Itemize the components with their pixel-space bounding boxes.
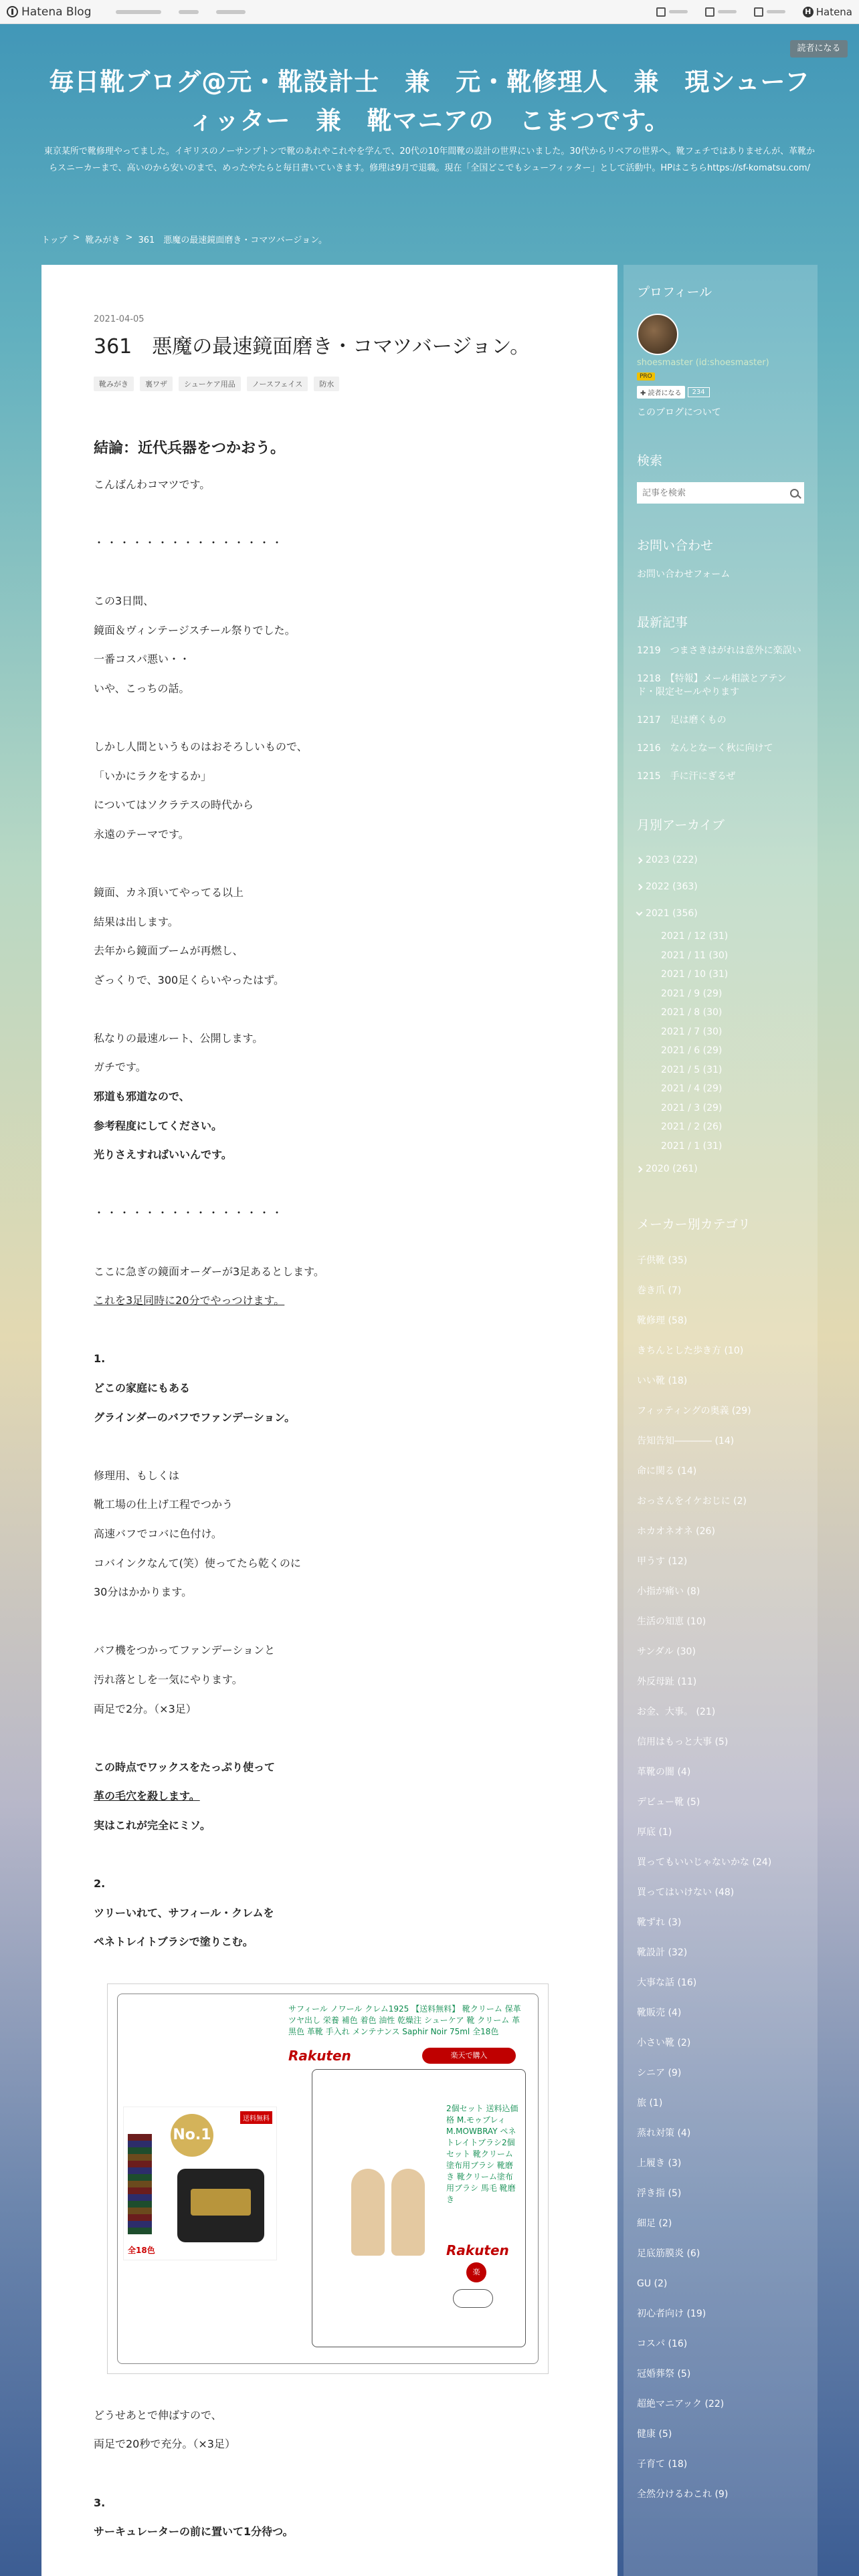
category-link[interactable]: 巻き爪 (7) [637,1285,682,1296]
brush-image [351,2169,385,2256]
archive-month-link[interactable]: 2021 / 7 (30) [661,1026,723,1037]
page-icon [705,7,714,17]
category-link[interactable]: 小さい靴 (2) [637,2038,691,2048]
global-menu [116,10,246,14]
category-link[interactable]: デビュー靴 (5) [637,1797,700,1808]
recent-post-link[interactable]: 1218 【特報】メール相談とアテンド・限定セールやります [637,673,787,697]
category-link[interactable]: 外反母趾 (11) [637,1677,697,1687]
archive-month-link[interactable]: 2021 / 3 (29) [661,1102,723,1113]
contact-form-link[interactable]: お問い合わせフォーム [637,569,731,580]
search-box [637,482,804,504]
subscribe-button[interactable]: 読者になる [790,40,848,58]
paragraph: 両足で20秒で充分。（×3足） [94,2438,235,2451]
buy-on-rakuten-button[interactable]: 楽天で購入 [422,2048,516,2064]
color-count: 全18色 [128,2245,155,2255]
category-link[interactable]: サンダル (30) [637,1646,696,1657]
section-heading: 結論：近代兵器をつかおう。 [94,440,286,457]
category-link[interactable]: 超絶マニアック (22) [637,2399,725,2409]
global-header [0,0,859,24]
category-link[interactable]: 靴修理 (58) [637,1315,688,1326]
ranking-medal: No.1 [171,2114,213,2157]
category-link[interactable]: 浮き指 (5) [637,2188,682,2199]
paragraph: についてはソクラテスの時代から [94,798,254,812]
entry-body-continued [94,2401,564,2547]
paragraph [94,557,564,586]
paragraph: どこの家庭にもある [94,1382,191,1394]
paragraph [94,1432,564,1461]
paragraph: ペネトレイトブラシで塗りこむ。 [94,1935,254,1949]
category-link[interactable]: 革靴の闇 (4) [637,1767,691,1778]
paragraph: 両足で2分。（×3足） [94,1702,197,1715]
sidebar [624,265,818,2576]
entry-tag[interactable]: 防水 [314,377,339,391]
category-link[interactable]: 命に関る (14) [637,1466,697,1477]
rakuten-logo: Rakuten [288,2047,351,2064]
category-link[interactable]: きちんとした歩き方 (10) [637,1346,744,1356]
paragraph: 私なりの最速ルート、公開します。 [94,1031,264,1045]
archive-year[interactable] [637,1156,804,1182]
paragraph: ここに急ぎの鏡面オーダーが3足あるとします。 [94,1265,324,1278]
paragraph: こんばんわコマツです。 [94,477,211,491]
chevron-right-icon[interactable] [636,857,643,863]
hatena-blog-logo[interactable] [7,5,92,19]
category-link[interactable]: 生活の知恵 (10) [637,1616,706,1627]
subscribe-small-button[interactable]: ✚ 読者になる [637,386,685,399]
archive-year[interactable] [637,873,804,900]
paragraph [94,1286,564,1315]
category-heading: メーカー別カテゴリ [637,1217,751,1232]
paragraph: ・・・・・・・・・・・・・・・ [94,1206,285,1220]
reader-count: 234 [688,387,710,397]
paragraph: 3. [94,2496,106,2509]
global-menu-item[interactable] [116,10,161,14]
category-link[interactable]: 小指が痛い (8) [637,1586,700,1597]
paragraph [94,1782,564,1811]
paragraph: この時点でワックスをたっぷり使って [94,1760,276,1774]
category-link[interactable]: 子育て (18) [637,2459,688,2470]
archive-month-link[interactable]: 2021 / 2 (26) [661,1121,723,1132]
recent-post-link[interactable]: 1217 足は磨くもの [637,715,727,726]
category-link[interactable]: フィッティングの奥義 (29) [637,1406,751,1416]
hatena-logo-icon [7,6,18,17]
archive-heading: 月別アーカイブ [637,818,725,833]
entry-title[interactable]: 361 悪魔の最速鏡面磨き・コマツバージョン。 [94,335,531,358]
archive-month-link[interactable]: 2021 / 12 (31) [661,931,729,942]
breadcrumb [41,233,327,245]
paragraph: 高速バフでコバに色付け。 [94,1527,222,1540]
archive-year[interactable] [637,900,804,927]
category-link[interactable]: 足底筋膜炎 (6) [637,2248,700,2259]
paragraph: 1. [94,1352,106,1366]
paragraph: 永遠のテーマです。 [94,827,189,841]
paragraph: 靴工場の仕上げ工程でつかう [94,1498,233,1511]
category-link[interactable]: 靴ずれ (3) [637,1917,682,1928]
paragraph: 「いかにラクをするか」 [94,769,212,782]
paragraph [94,1170,564,1199]
category-link[interactable]: 甲うす (12) [637,1556,688,1567]
category-link[interactable]: 細足 (2) [637,2218,672,2229]
sub-rakuten-logo: Rakuten [446,2242,509,2258]
sub-product-title-link[interactable]: 2個セット 送料込価格 M.モゥブレィ M.MOWBRAY ペネトレイトブラシ2個セット 靴クリーム塗布用ブラシ 靴磨き 靴クリーム塗布用ブラシ 馬毛 靴磨き [446,2103,518,2204]
paragraph: ・・・・・・・・・・・・・・・ [94,536,285,549]
category-link[interactable]: 初心者向け (19) [637,2309,706,2319]
recent-section [637,613,804,783]
paragraph: ガチです。 [94,1061,147,1074]
paragraph: コバインクなんて(笑）使ってたら乾くのに [94,1556,301,1570]
product-title-link[interactable]: サフィール ノワール クレム1925 【送料無料】 靴クリーム 保革 ツヤ出し 栄養 補色 着色 油性 乾燥注 シューケア 靴 クリーム 革 黒色 革靴 手入れ メンテナンス Saphir Noir 75ml 全18色 [288,2004,521,2036]
search-section [637,451,804,504]
breadcrumb-category[interactable]: 靴みがき [85,235,120,245]
logo-text: Hatena Blog [21,5,92,19]
category-link[interactable]: ホカオネオネ (26) [637,1526,715,1537]
color-swatches [128,2134,152,2234]
recent-post-link[interactable]: 1219 つまさきはがれは意外に楽誤い [637,645,801,656]
paragraph: いや、こっちの話。 [94,681,190,695]
shipping-badge: 送料無料 [240,2111,272,2124]
brush-product-image[interactable] [324,2102,445,2269]
write-post-button[interactable] [656,7,688,17]
breadcrumb-separator: > [125,233,133,243]
paragraph: どうせあとで伸ばすので、 [94,2408,222,2422]
paragraph: ざっくりで、300足くらいやったはず。 [94,973,284,986]
paragraph: 鏡面＆ヴィンテージスチール祭りでした。 [94,623,296,637]
paragraph: 2. [94,1877,106,1891]
product-embed [107,1983,549,2374]
search-heading: 検索 [637,453,663,468]
entry-tags [94,377,564,391]
category-list [637,1246,804,2510]
about-blog-link[interactable]: このブログについて [637,407,721,418]
breadcrumb-top[interactable]: トップ [41,235,68,245]
paragraph: 実はこれが完全にミソ。 [94,1818,211,1832]
paragraph: サーキュレーターの前に置いて1分待つ。 [94,2525,294,2539]
category-link[interactable]: 子供靴 (35) [637,1255,688,1266]
entry-tag[interactable]: 裏ワザ [140,377,173,391]
contact-section [637,536,804,580]
entry-tag[interactable]: ノースフェイス [247,377,308,391]
menu-button[interactable] [754,7,785,17]
category-section [637,1214,804,2510]
category-link[interactable]: 靴販売 (4) [637,2008,682,2018]
global-menu-item[interactable] [179,10,199,14]
pro-badge: PRO [637,372,655,381]
list-icon [754,7,763,17]
recent-list [637,644,804,783]
paragraph: グラインダーのバフでファンデーション。 [94,1410,296,1424]
cream-jar-image [177,2169,264,2242]
paragraph: バフ機をつかってファンデーションと [94,1644,276,1657]
paragraph: 鏡面、カネ頂いてやってる以上 [94,885,244,899]
chevron-down-icon[interactable] [636,909,643,916]
category-link[interactable]: 厚底 (1) [637,1827,672,1838]
entry-date[interactable]: 2021-04-05 [94,314,145,324]
category-link[interactable]: 上履き (3) [637,2158,682,2169]
entry-tag[interactable]: シューケア用品 [179,377,241,391]
category-link[interactable]: シニア (9) [637,2068,682,2078]
paragraph [94,1228,564,1257]
paragraph: ツリーいれて、サフィール・クレムを [94,1906,274,1919]
paragraph [94,1607,564,1636]
recent-heading: 最新記事 [637,615,688,630]
sub-rakuten-button[interactable]: 楽 [466,2262,486,2282]
paragraph: 邪道も邪道なので、 [94,1090,190,1103]
product-image[interactable] [123,2107,277,2260]
archive-year-label: 2020 (261) [646,1164,698,1174]
archive-month-link[interactable]: 2021 / 6 (29) [661,1045,723,1056]
category-link[interactable]: いい靴 (18) [637,1376,688,1386]
paragraph [94,1840,564,1870]
category-link[interactable]: 蒸れ対策 (4) [637,2128,691,2139]
archive-month-link[interactable]: 2021 / 5 (31) [661,1064,723,1075]
search-icon[interactable] [790,489,799,498]
category-link[interactable]: 旅 (1) [637,2098,663,2109]
sub-product-card [312,2069,526,2347]
archive-month-link[interactable]: 2021 / 1 (31) [661,1140,723,1152]
category-link[interactable]: 靴設計 (32) [637,1947,688,1958]
paragraph: しかし人間というものはおそろしいもので、 [94,740,308,753]
search-input[interactable] [642,488,790,498]
paragraph [94,1723,564,1753]
archive-month-link[interactable]: 2021 / 11 (30) [661,950,729,961]
category-link[interactable]: 冠婚葬祭 (5) [637,2369,691,2379]
hatena-icon: H [803,7,814,17]
breadcrumb-current: 361 悪魔の最速鏡面磨き・コマツバージョン。 [138,235,328,245]
paragraph: この3日間、 [94,594,155,607]
sub-more-button[interactable] [453,2289,493,2308]
entry-tag[interactable]: 靴みがき [94,377,134,391]
archive-month-link[interactable]: 2021 / 9 (29) [661,988,723,999]
article [41,265,617,2576]
avatar[interactable] [637,314,678,355]
paragraph: 去年から鏡面ブームが再燃し、 [94,944,244,958]
archive-month-link[interactable]: 2021 / 10 (31) [661,969,729,980]
global-menu-item[interactable] [216,10,246,14]
blog-description: 東京某所で靴修理やってました。イギリスのノーサンプトンで靴のあれやこれやを学んで、20代の10年間靴の設計の世界にいました。30代からリペアの世界へ。靴フェチではありませんが、革靴からスニーカーまで、高いのから安いのまで、めったやたらと毎日書いていきます。修理は9月で退職。現在「全国どこでもシューフィッター」として活動中。HPはこちらhttps://sf-komatsu.com/ [43,146,816,173]
profile-heading: プロフィール [637,285,712,300]
archive-year-label: 2021 (356) [646,908,698,919]
pencil-icon [656,7,666,17]
paragraph [94,703,564,732]
paragraph [94,2459,564,2488]
global-header-right [656,6,852,18]
archive-month-link[interactable]: 2021 / 8 (30) [661,1007,723,1018]
category-link[interactable]: 告知告知―――― (14) [637,1436,735,1446]
archive-list [637,847,804,1182]
paragraph [94,1315,564,1345]
archive-year-label: 2022 (363) [646,881,698,892]
reader-row [637,386,804,399]
category-link[interactable]: 買ってはいけない (48) [637,1887,735,1898]
category-link[interactable]: お金、大事。 (21) [637,1707,716,1717]
paragraph: 光りさえすればいいんです。 [94,1148,232,1162]
category-link[interactable]: GU (2) [637,2278,668,2289]
archive-year[interactable] [637,847,804,873]
paragraph [94,994,564,1024]
entry-body [94,435,564,1957]
paragraph: 汚れ落としを一気にやります。 [94,1673,243,1686]
recent-post-link[interactable]: 1216 なんとなーく秋に向けて [637,743,773,754]
paragraph: 一番コスパ悪い・・ [94,653,191,666]
category-link[interactable]: 買ってもいいじゃないかな (24) [637,1857,772,1868]
category-link[interactable]: 全然分けるわこれ (9) [637,2489,729,2500]
category-link[interactable]: 健康 (5) [637,2429,672,2440]
paragraph: 参考程度にしてください。 [94,1119,223,1132]
category-link[interactable]: おっさんをイケおじに (2) [637,1496,747,1507]
paragraph: 結果は出します。 [94,915,179,928]
archive-year-label: 2023 (222) [646,855,698,865]
category-link[interactable]: 信用はもっと大事 (5) [637,1737,729,1747]
my-page-button[interactable] [705,7,737,17]
breadcrumb-separator: > [72,233,80,243]
paragraph: 30分はかかります。 [94,1586,193,1599]
chevron-right-icon[interactable] [636,883,643,890]
paragraph [94,499,564,528]
brush-image [391,2169,425,2256]
chevron-right-icon[interactable] [636,1166,643,1172]
archive-section [637,815,804,1182]
underlined-text: 革の毛穴を殺します。 [94,1790,200,1803]
product-card [117,1994,539,2364]
contact-heading: お問い合わせ [637,538,714,553]
recent-post-link[interactable]: 1215 手に汗にぎるぜ [637,771,736,782]
category-link[interactable]: 大事な話 (16) [637,1977,697,1988]
blog-title[interactable]: 毎日靴ブログ@元・靴設計士 兼 元・靴修理人 兼 現シューフィッター 兼 靴マニアの こまつです。 [49,68,810,135]
profile [637,314,804,355]
underlined-text: これを3足同時に20分でやっつけます。 [94,1294,285,1307]
paragraph: 修理用、もしくは [94,1469,180,1482]
hatena-text: Hatena [816,5,852,18]
archive-month-link[interactable]: 2021 / 4 (29) [661,1083,723,1094]
paragraph [94,849,564,878]
category-link[interactable]: コスパ (16) [637,2339,688,2349]
username-link[interactable]: shoesmaster (id:shoesmaster) [637,358,769,368]
hatena-account[interactable] [803,6,852,18]
